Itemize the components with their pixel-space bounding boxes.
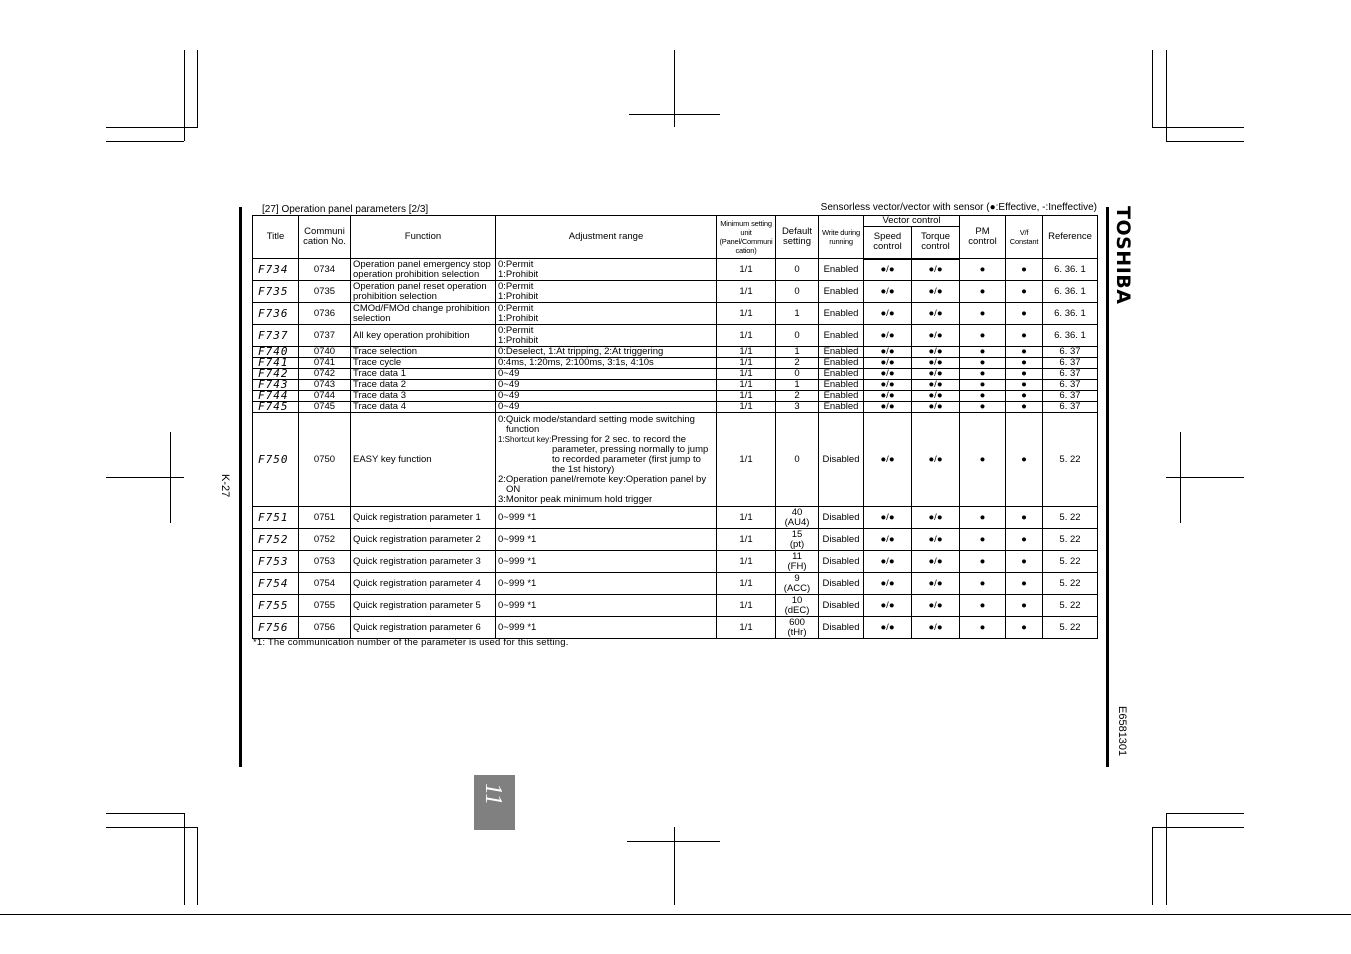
- param-title: F743: [253, 380, 299, 391]
- param-title: F756: [253, 617, 299, 639]
- table-row: [253, 573, 1098, 595]
- param-speed: ●/●: [864, 391, 912, 402]
- param-comm-no: 0737: [299, 325, 351, 347]
- param-torque: ●/●: [912, 259, 960, 281]
- param-adjustment-range: 0~999 *1: [496, 573, 717, 595]
- param-adjustment-range: 0:4ms, 1:20ms, 2:100ms, 3:1s, 4:10s: [496, 358, 717, 369]
- param-function: Quick registration parameter 5: [351, 595, 496, 617]
- param-vf: ●: [1006, 380, 1043, 391]
- param-default: 0: [776, 281, 819, 303]
- param-reference: 5. 22: [1043, 573, 1098, 595]
- param-default: 40 (AU4): [776, 507, 819, 529]
- param-default: 0: [776, 369, 819, 380]
- param-comm-no: 0754: [299, 573, 351, 595]
- param-speed: ●/●: [864, 402, 912, 413]
- param-reference: 5. 22: [1043, 617, 1098, 639]
- param-function: Quick registration parameter 4: [351, 573, 496, 595]
- param-title: F737: [253, 325, 299, 347]
- table-row: [253, 380, 1098, 391]
- param-vf: ●: [1006, 617, 1043, 639]
- param-comm-no: 0752: [299, 529, 351, 551]
- param-pm: ●: [960, 617, 1006, 639]
- table-row: [253, 595, 1098, 617]
- param-speed: ●/●: [864, 551, 912, 573]
- param-title: F753: [253, 551, 299, 573]
- param-reference: 5. 22: [1043, 507, 1098, 529]
- param-min-unit: 1/1: [717, 281, 776, 303]
- param-pm: ●: [960, 259, 1006, 281]
- param-torque: ●/●: [912, 391, 960, 402]
- param-vf: ●: [1006, 413, 1043, 507]
- col-default-setting: Default setting: [776, 216, 819, 259]
- table-row: [253, 259, 1098, 281]
- param-comm-no: 0745: [299, 402, 351, 413]
- footnote: *1: The communication number of the parameter is used for this setting.: [253, 637, 569, 648]
- col-min-setting-unit: Minimum setting unit (Panel/Communi cation): [717, 216, 776, 259]
- col-adjustment-range: Adjustment range: [496, 216, 717, 259]
- param-min-unit: 1/1: [717, 391, 776, 402]
- param-comm-no: 0753: [299, 551, 351, 573]
- param-default: 0: [776, 325, 819, 347]
- param-comm-no: 0740: [299, 347, 351, 358]
- param-torque: ●/●: [912, 617, 960, 639]
- param-speed: ●/●: [864, 303, 912, 325]
- document-number: E6581301: [1116, 706, 1128, 757]
- param-vf: ●: [1006, 259, 1043, 281]
- param-title: F751: [253, 507, 299, 529]
- param-speed: ●/●: [864, 259, 912, 281]
- param-pm: ●: [960, 347, 1006, 358]
- param-vf: ●: [1006, 402, 1043, 413]
- param-write: Enabled: [819, 391, 864, 402]
- param-default: 1: [776, 303, 819, 325]
- param-title: F742: [253, 369, 299, 380]
- param-vf: ●: [1006, 347, 1043, 358]
- param-write: Disabled: [819, 573, 864, 595]
- param-speed: ●/●: [864, 281, 912, 303]
- param-pm: ●: [960, 595, 1006, 617]
- param-vf: ●: [1006, 369, 1043, 380]
- param-reference: 6. 36. 1: [1043, 259, 1098, 281]
- param-min-unit: 1/1: [717, 380, 776, 391]
- table-row: [253, 413, 1098, 507]
- param-torque: ●/●: [912, 413, 960, 507]
- param-default: 1: [776, 380, 819, 391]
- param-write: Disabled: [819, 617, 864, 639]
- param-comm-no: 0741: [299, 358, 351, 369]
- param-reference: 6. 37: [1043, 347, 1098, 358]
- col-write-during-running: Write during running: [819, 216, 864, 259]
- param-default: 9 (ACC): [776, 573, 819, 595]
- param-vf: ●: [1006, 303, 1043, 325]
- col-comm-no: Communi cation No.: [299, 216, 351, 259]
- param-adjustment-range: 0~49: [496, 402, 717, 413]
- param-title: F754: [253, 573, 299, 595]
- param-function: Operation panel emergency stop operation prohibition selection: [351, 259, 496, 281]
- param-title: F744: [253, 391, 299, 402]
- param-vf: ●: [1006, 358, 1043, 369]
- param-function: EASY key function: [351, 413, 496, 507]
- param-default: 15 (pt): [776, 529, 819, 551]
- param-write: Enabled: [819, 325, 864, 347]
- param-min-unit: 1/1: [717, 259, 776, 281]
- param-function: Trace selection: [351, 347, 496, 358]
- col-reference: Reference: [1043, 216, 1098, 259]
- param-pm: ●: [960, 573, 1006, 595]
- param-torque: ●/●: [912, 573, 960, 595]
- param-min-unit: 1/1: [717, 369, 776, 380]
- param-pm: ●: [960, 413, 1006, 507]
- param-min-unit: 1/1: [717, 529, 776, 551]
- param-function: CMOd/FMOd change prohibition selection: [351, 303, 496, 325]
- param-default: 11 (FH): [776, 551, 819, 573]
- table-row: [253, 303, 1098, 325]
- param-write: Disabled: [819, 529, 864, 551]
- param-write: Enabled: [819, 369, 864, 380]
- param-function: All key operation prohibition: [351, 325, 496, 347]
- table-row: [253, 358, 1098, 369]
- param-pm: ●: [960, 507, 1006, 529]
- table-row: [253, 402, 1098, 413]
- param-min-unit: 1/1: [717, 617, 776, 639]
- param-function: Trace data 2: [351, 380, 496, 391]
- param-function: Trace data 4: [351, 402, 496, 413]
- param-function: Quick registration parameter 3: [351, 551, 496, 573]
- param-speed: ●/●: [864, 347, 912, 358]
- param-pm: ●: [960, 369, 1006, 380]
- param-speed: ●/●: [864, 380, 912, 391]
- param-reference: 6. 36. 1: [1043, 281, 1098, 303]
- param-comm-no: 0742: [299, 369, 351, 380]
- param-write: Enabled: [819, 402, 864, 413]
- param-adjustment-range: 0~999 *1: [496, 529, 717, 551]
- param-comm-no: 0736: [299, 303, 351, 325]
- param-torque: ●/●: [912, 358, 960, 369]
- param-adjustment-range: 0~999 *1: [496, 507, 717, 529]
- param-comm-no: 0744: [299, 391, 351, 402]
- param-adjustment-range: 0~999 *1: [496, 551, 717, 573]
- param-speed: ●/●: [864, 413, 912, 507]
- table-row: [253, 325, 1098, 347]
- col-pm-control: PM control: [960, 216, 1006, 259]
- brand-logo: TOSHIBA: [1112, 206, 1134, 305]
- param-function: Quick registration parameter 2: [351, 529, 496, 551]
- param-write: Enabled: [819, 347, 864, 358]
- param-default: 1: [776, 347, 819, 358]
- col-torque-control: Torque control: [912, 227, 960, 259]
- param-min-unit: 1/1: [717, 402, 776, 413]
- param-torque: ●/●: [912, 281, 960, 303]
- param-min-unit: 1/1: [717, 303, 776, 325]
- section-tab: 11: [474, 775, 515, 830]
- param-torque: ●/●: [912, 507, 960, 529]
- param-default: 600 (tHr): [776, 617, 819, 639]
- param-vf: ●: [1006, 595, 1043, 617]
- param-reference: 6. 37: [1043, 358, 1098, 369]
- param-speed: ●/●: [864, 507, 912, 529]
- param-write: Enabled: [819, 259, 864, 281]
- col-speed-control: Speed control: [864, 227, 912, 259]
- param-torque: ●/●: [912, 595, 960, 617]
- col-title: Title: [253, 216, 299, 259]
- param-min-unit: 1/1: [717, 413, 776, 507]
- param-min-unit: 1/1: [717, 551, 776, 573]
- param-adjustment-range: 0:Permit 1:Prohibit: [496, 281, 717, 303]
- param-default: 2: [776, 391, 819, 402]
- param-speed: ●/●: [864, 325, 912, 347]
- param-function: Quick registration parameter 6: [351, 617, 496, 639]
- param-adjustment-range: 0:Quick mode/standard setting mode switching function 1:Shortcut key:Pressing for 2 sec. to record the parameter, pressing normally to jump to recorded parameter (first jump to the 1st history) 2:Operation panel/remote key:Operation panel by ON 3:Monitor peak minimum hold trigger: [496, 413, 717, 507]
- param-vf: ●: [1006, 391, 1043, 402]
- param-default: 2: [776, 358, 819, 369]
- param-reference: 5. 22: [1043, 529, 1098, 551]
- param-function: Trace data 3: [351, 391, 496, 402]
- param-comm-no: 0755: [299, 595, 351, 617]
- param-speed: ●/●: [864, 573, 912, 595]
- param-pm: ●: [960, 380, 1006, 391]
- param-comm-no: 0751: [299, 507, 351, 529]
- param-pm: ●: [960, 303, 1006, 325]
- param-torque: ●/●: [912, 325, 960, 347]
- param-min-unit: 1/1: [717, 358, 776, 369]
- param-torque: ●/●: [912, 551, 960, 573]
- param-comm-no: 0750: [299, 413, 351, 507]
- param-write: Enabled: [819, 380, 864, 391]
- param-default: 0: [776, 413, 819, 507]
- param-comm-no: 0756: [299, 617, 351, 639]
- param-adjustment-range: 0~49: [496, 369, 717, 380]
- param-vf: ●: [1006, 281, 1043, 303]
- param-reference: 6. 37: [1043, 369, 1098, 380]
- page-number: K-27: [219, 474, 231, 498]
- param-reference: 6. 36. 1: [1043, 325, 1098, 347]
- param-title: F750: [253, 413, 299, 507]
- param-reference: 5. 22: [1043, 551, 1098, 573]
- param-function: Quick registration parameter 1: [351, 507, 496, 529]
- param-title: F734: [253, 259, 299, 281]
- param-title: F736: [253, 303, 299, 325]
- param-reference: 6. 37: [1043, 402, 1098, 413]
- param-vf: ●: [1006, 529, 1043, 551]
- param-default: 10 (dEC): [776, 595, 819, 617]
- param-adjustment-range: 0:Permit 1:Prohibit: [496, 325, 717, 347]
- param-min-unit: 1/1: [717, 325, 776, 347]
- param-write: Disabled: [819, 413, 864, 507]
- param-function: Operation panel reset operation prohibition selection: [351, 281, 496, 303]
- param-speed: ●/●: [864, 617, 912, 639]
- param-write: Enabled: [819, 281, 864, 303]
- param-comm-no: 0743: [299, 380, 351, 391]
- param-speed: ●/●: [864, 529, 912, 551]
- table-caption: [27] Operation panel parameters [2/3]: [262, 204, 429, 215]
- param-min-unit: 1/1: [717, 573, 776, 595]
- param-title: F745: [253, 402, 299, 413]
- param-reference: 6. 37: [1043, 391, 1098, 402]
- param-reference: 5. 22: [1043, 413, 1098, 507]
- table-row: [253, 529, 1098, 551]
- param-torque: ●/●: [912, 402, 960, 413]
- left-margin-rule: [239, 207, 242, 767]
- param-vf: ●: [1006, 507, 1043, 529]
- col-vector-control: Vector control: [864, 216, 960, 227]
- param-reference: 6. 36. 1: [1043, 303, 1098, 325]
- param-pm: ●: [960, 358, 1006, 369]
- param-write: Disabled: [819, 595, 864, 617]
- param-title: F752: [253, 529, 299, 551]
- legend-note: Sensorless vector/vector with sensor (●:Effective, -:Ineffective): [820, 202, 1097, 213]
- param-title: F740: [253, 347, 299, 358]
- param-vf: ●: [1006, 325, 1043, 347]
- param-vf: ●: [1006, 573, 1043, 595]
- table-row: [253, 369, 1098, 380]
- param-adjustment-range: 0~999 *1: [496, 595, 717, 617]
- table-row: [253, 281, 1098, 303]
- param-torque: ●/●: [912, 380, 960, 391]
- table-row: [253, 347, 1098, 358]
- param-torque: ●/●: [912, 529, 960, 551]
- param-function: Trace cycle: [351, 358, 496, 369]
- param-adjustment-range: 0~49: [496, 391, 717, 402]
- param-default: 0: [776, 259, 819, 281]
- param-reference: 5. 22: [1043, 595, 1098, 617]
- param-pm: ●: [960, 402, 1006, 413]
- param-title: F755: [253, 595, 299, 617]
- param-pm: ●: [960, 551, 1006, 573]
- param-min-unit: 1/1: [717, 595, 776, 617]
- param-title: F735: [253, 281, 299, 303]
- param-torque: ●/●: [912, 347, 960, 358]
- param-reference: 6. 37: [1043, 380, 1098, 391]
- param-min-unit: 1/1: [717, 507, 776, 529]
- table-row: [253, 551, 1098, 573]
- param-pm: ●: [960, 391, 1006, 402]
- param-speed: ●/●: [864, 595, 912, 617]
- param-adjustment-range: 0~49: [496, 380, 717, 391]
- param-write: Enabled: [819, 303, 864, 325]
- param-adjustment-range: 0:Permit 1:Prohibit: [496, 259, 717, 281]
- param-write: Enabled: [819, 358, 864, 369]
- parameter-table: [252, 215, 1098, 639]
- param-pm: ●: [960, 529, 1006, 551]
- param-function: Trace data 1: [351, 369, 496, 380]
- param-adjustment-range: 0~999 *1: [496, 617, 717, 639]
- param-pm: ●: [960, 325, 1006, 347]
- param-pm: ●: [960, 281, 1006, 303]
- table-row: [253, 391, 1098, 402]
- param-adjustment-range: 0:Permit 1:Prohibit: [496, 303, 717, 325]
- param-adjustment-range: 0:Deselect, 1:At tripping, 2:At triggering: [496, 347, 717, 358]
- param-comm-no: 0734: [299, 259, 351, 281]
- param-torque: ●/●: [912, 369, 960, 380]
- param-comm-no: 0735: [299, 281, 351, 303]
- param-torque: ●/●: [912, 303, 960, 325]
- col-function: Function: [351, 216, 496, 259]
- table-row: [253, 617, 1098, 639]
- table-row: [253, 507, 1098, 529]
- param-title: F741: [253, 358, 299, 369]
- param-write: Disabled: [819, 551, 864, 573]
- param-min-unit: 1/1: [717, 347, 776, 358]
- col-vf-constant: V/f Constant: [1006, 216, 1043, 259]
- param-speed: ●/●: [864, 358, 912, 369]
- param-write: Disabled: [819, 507, 864, 529]
- param-speed: ●/●: [864, 369, 912, 380]
- param-vf: ●: [1006, 551, 1043, 573]
- param-default: 3: [776, 402, 819, 413]
